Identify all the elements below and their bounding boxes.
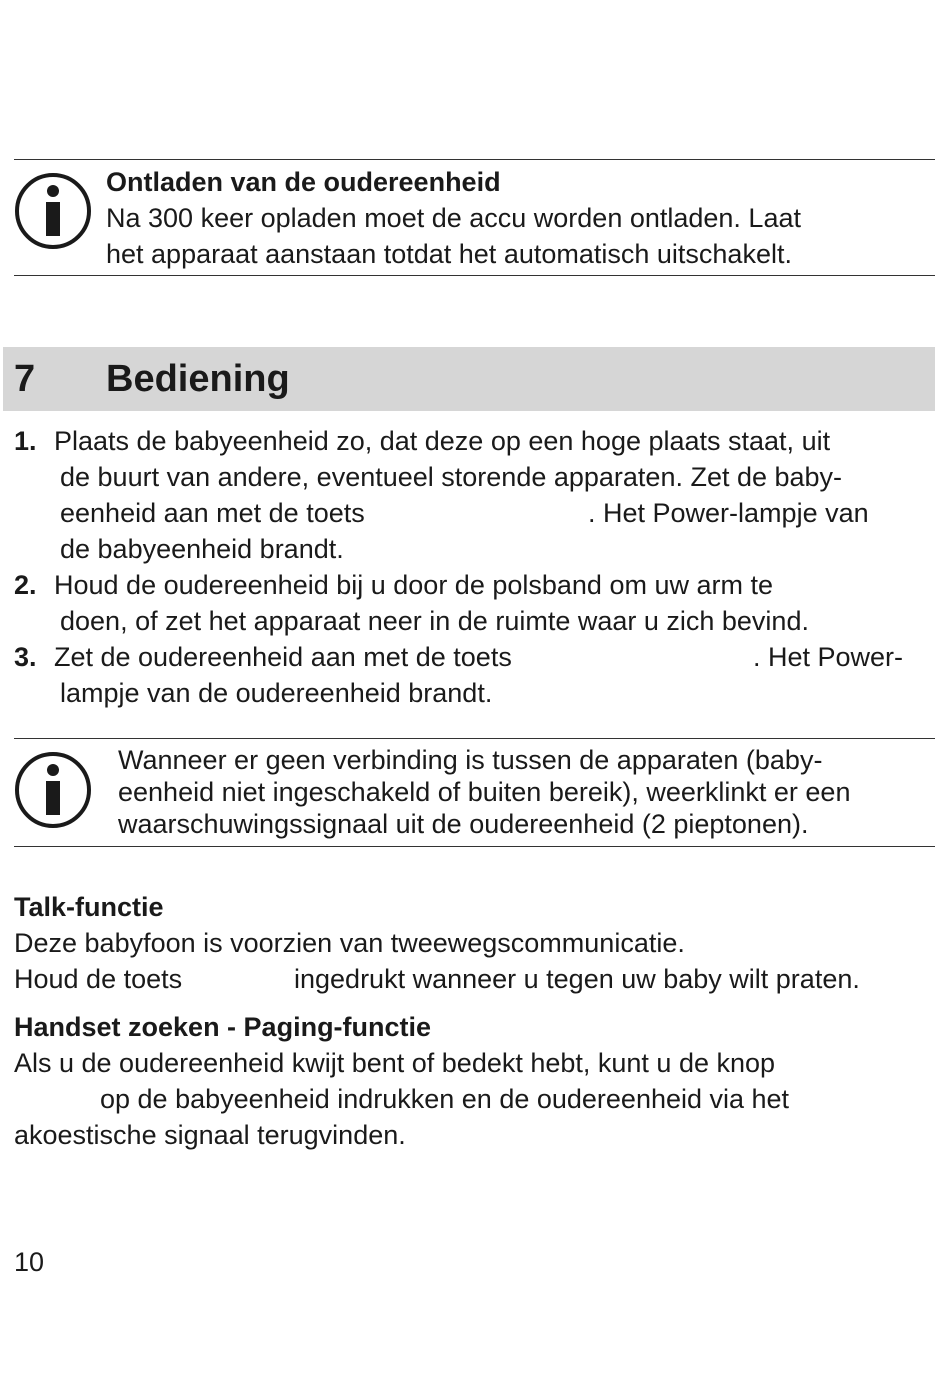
page-number: 10	[14, 1247, 45, 1277]
talk-line2a: Houd de toets	[14, 964, 183, 994]
note2-line1: Wanneer er geen verbinding is tussen de apparaten (baby-	[118, 745, 823, 775]
note2-top-rule	[14, 738, 935, 739]
talk-heading: Talk-functie	[14, 892, 164, 922]
paging-line3: akoestische signaal terugvinden.	[14, 1120, 406, 1150]
paging-heading: Handset zoeken - Paging-functie	[14, 1012, 432, 1042]
note2-line2: eenheid niet ingeschakeld of buiten bereik), weerklinkt er een	[118, 777, 851, 807]
section-title: Bediening	[106, 358, 290, 400]
info-icon	[14, 751, 92, 829]
step1-line3a: eenheid aan met de toets	[60, 498, 365, 528]
section-number: 7	[14, 358, 36, 400]
note1-title: Ontladen van de oudereenheid	[106, 167, 501, 197]
note1-top-rule	[14, 159, 935, 160]
step3-line1a: Zet de oudereenheid aan met de toets	[54, 642, 512, 672]
note2-line3: waarschuwingssignaal uit de oudereenheid (2 pieptonen).	[118, 809, 809, 839]
step1-line3b: . Het Power-lampje van	[588, 498, 869, 528]
step2-line2: doen, of zet het apparaat neer in de ruimte waar u zich bevind.	[60, 606, 809, 636]
step3-number: 3.	[14, 642, 37, 672]
note2-bottom-rule	[14, 846, 935, 847]
info-icon	[14, 172, 92, 250]
step3-line1b: . Het Power-	[753, 642, 904, 672]
paging-line2: op de babyeenheid indrukken en de oudereenheid via het	[100, 1084, 790, 1114]
step1-line4: de babyeenheid brandt.	[60, 534, 344, 564]
talk-line1: Deze babyfoon is voorzien van tweewegscommunicatie.	[14, 928, 685, 958]
note1-bottom-rule	[14, 275, 935, 276]
step1-number: 1.	[14, 426, 37, 456]
note1-line2: het apparaat aanstaan totdat het automatisch uitschakelt.	[106, 239, 792, 269]
step3-line2: lampje van de oudereenheid brandt.	[60, 678, 493, 708]
step2-number: 2.	[14, 570, 37, 600]
step1-line1: Plaats de babyeenheid zo, dat deze op een hoge plaats staat, uit	[54, 426, 831, 456]
talk-line2b: ingedrukt wanneer u tegen uw baby wilt praten.	[294, 964, 860, 994]
note1-line1: Na 300 keer opladen moet de accu worden ontladen. Laat	[106, 203, 801, 233]
step1-line2: de buurt van andere, eventueel storende apparaten. Zet de baby-	[60, 462, 843, 492]
step2-line1: Houd de oudereenheid bij u door de polsband om uw arm te	[54, 570, 773, 600]
paging-line1: Als u de oudereenheid kwijt bent of bedekt hebt, kunt u de knop	[14, 1048, 776, 1078]
